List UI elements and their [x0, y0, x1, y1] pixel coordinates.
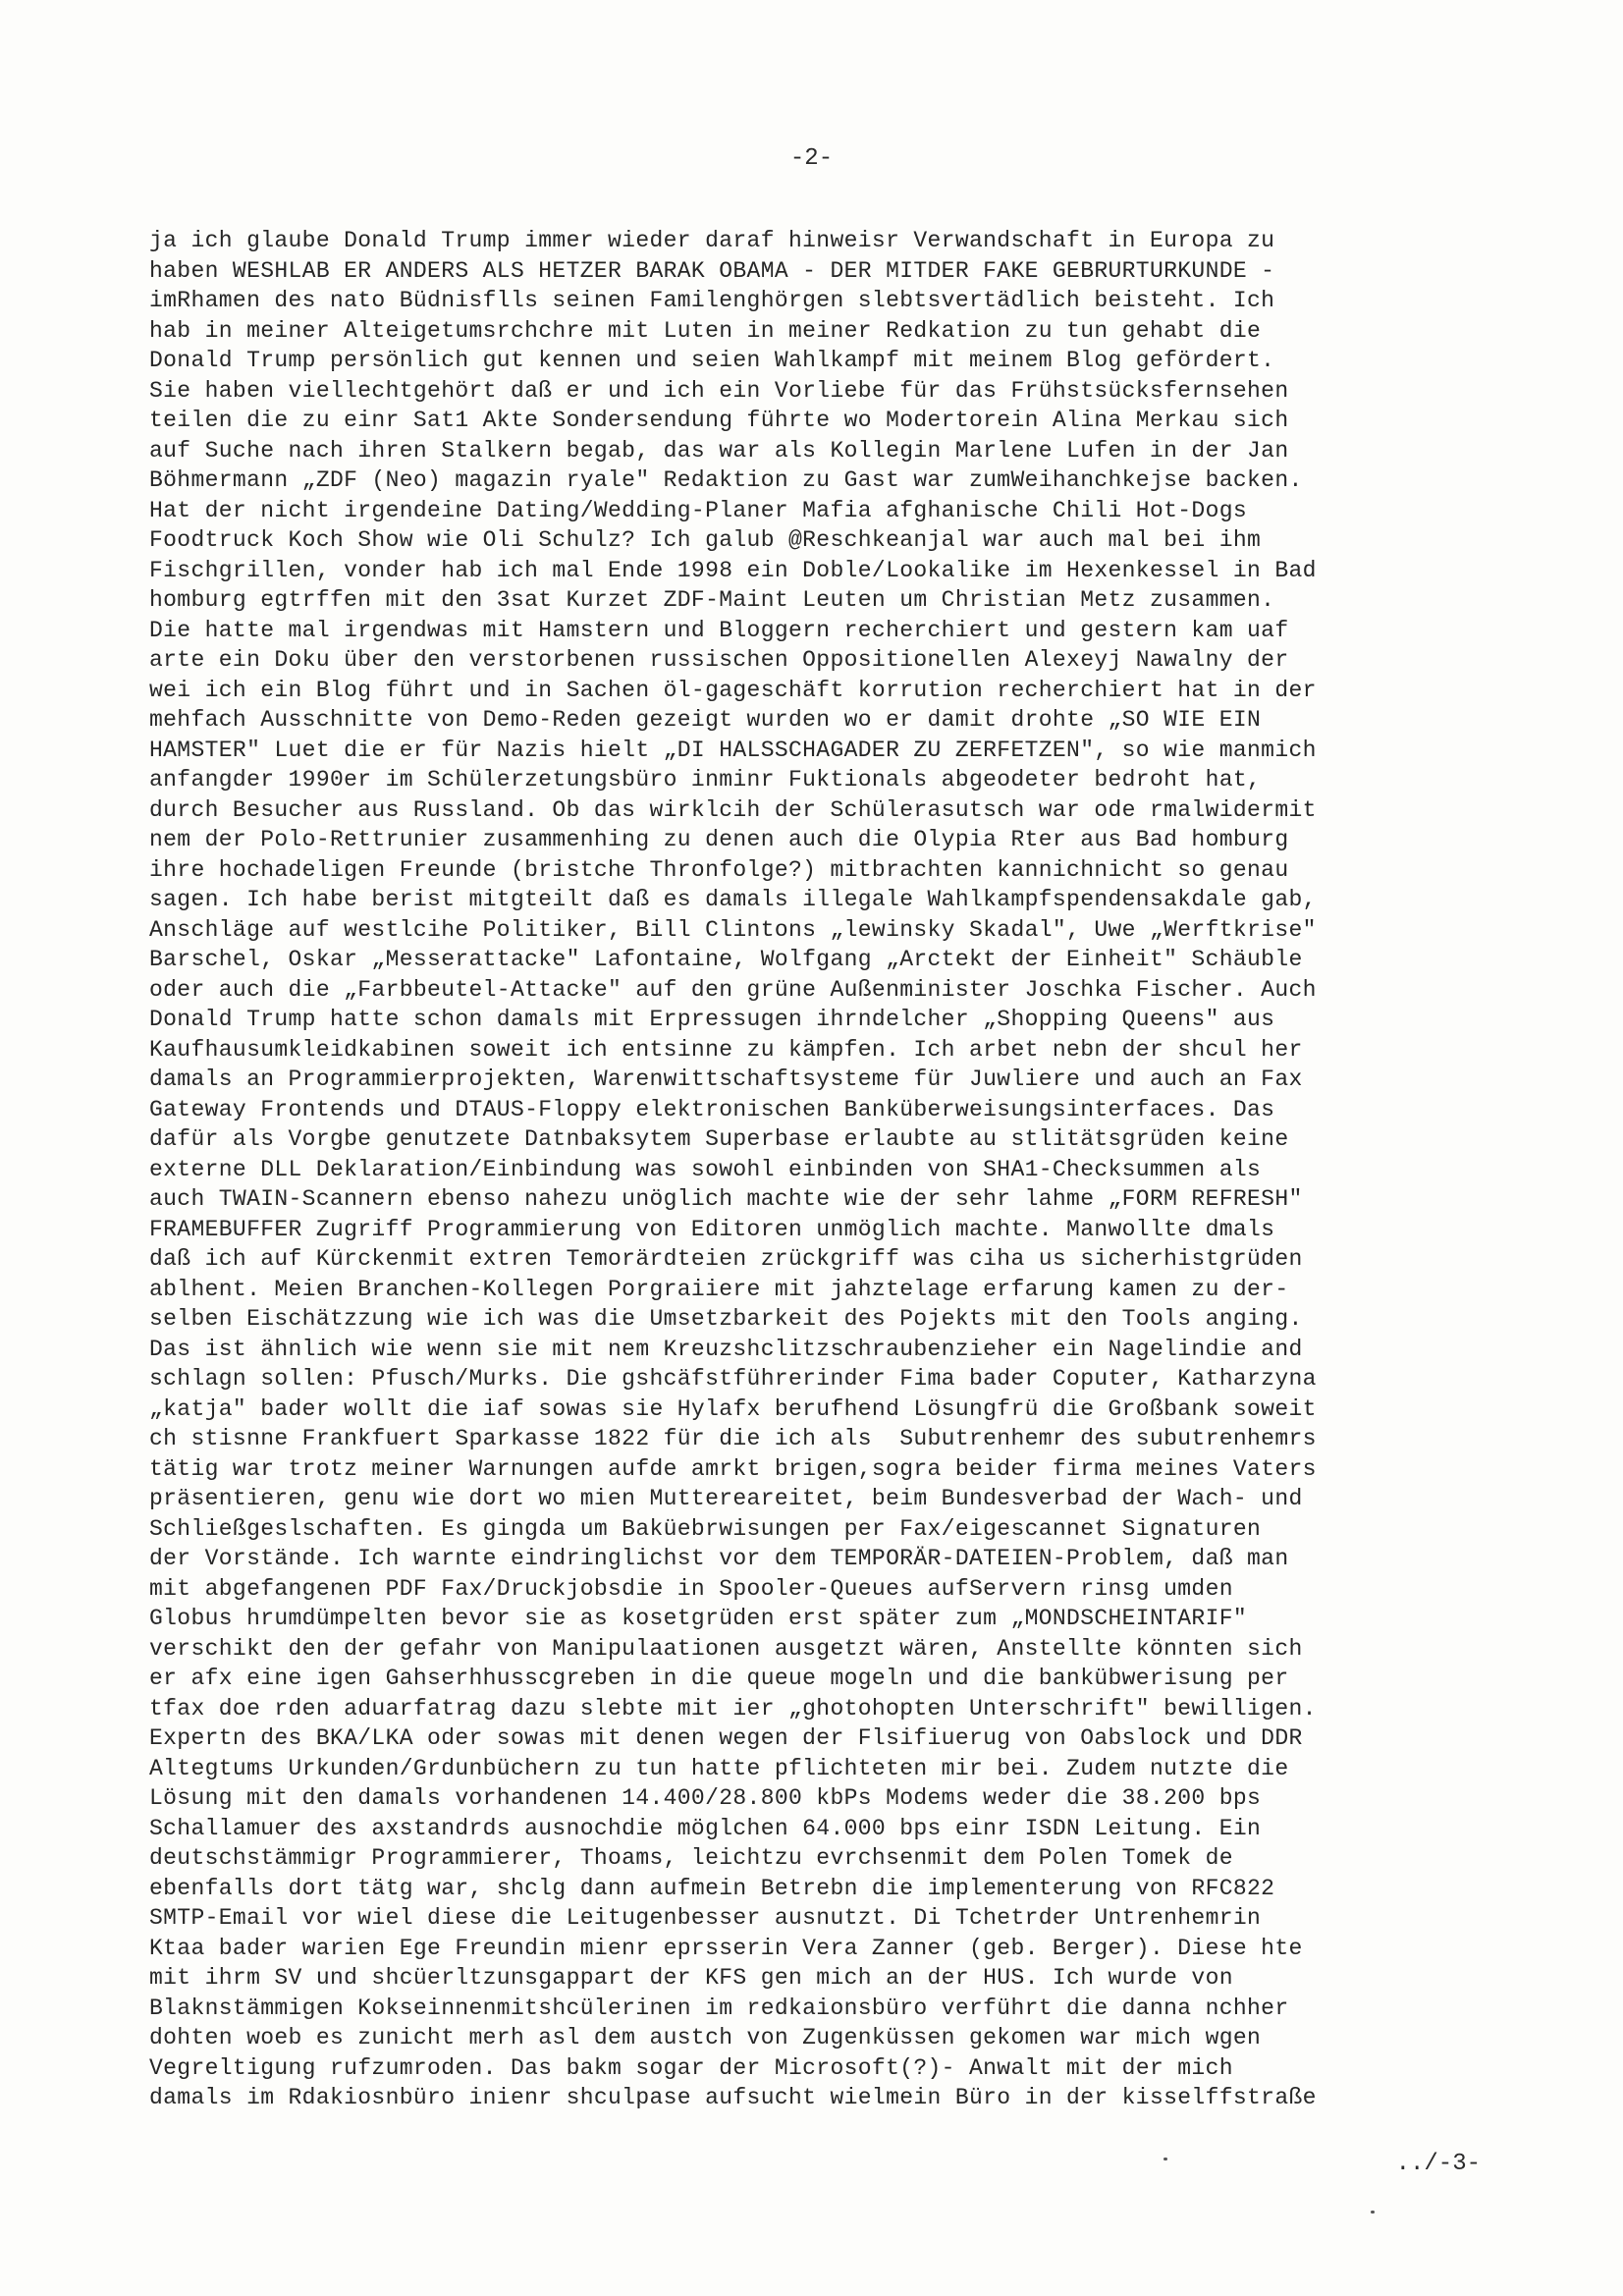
text-line: Vegreltigung rufzumroden. Das bakm sogar der Microsoft(?)- Anwalt mit der mich	[149, 2054, 1233, 2081]
text-line: imRhamen des nato Büdnisflls seinen Familenghörgen slebtsvertädlich beisteht. Ich	[149, 288, 1275, 313]
text-line: Gateway Frontends und DTAUS-Floppy elektronischen Banküberweisungsinterfaces. Das	[149, 1096, 1275, 1122]
text-line: auf Suche nach ihren Stalkern begab, das war als Kollegin Marlene Lufen in der Jan	[149, 437, 1289, 464]
text-line: verschikt den der gefahr von Manipulaationen ausgetzt wären, Anstellte könnten sich	[149, 1635, 1303, 1662]
continuation-marker: ../-3-	[1395, 2151, 1481, 2177]
text-line: Kaufhausumkleidkabinen soweit ich entsinne zu kämpfen. Ich arbet nebn der shcul her	[149, 1036, 1303, 1063]
text-line: Böhmermann „ZDF (Neo) magazin ryale" Redaktion zu Gast war zumWeihanchkejse backen.	[149, 467, 1303, 493]
text-line: dohten woeb es zunicht merh asl dem austch von Zugenküssen gekomen war mich wgen	[149, 2025, 1262, 2050]
page-number: -2-	[789, 145, 834, 172]
text-line: homburg egtrffen mit den 3sat Kurzet ZDF-Maint Leuten um Christian Metz zusammen.	[149, 587, 1275, 613]
text-line: arte ein Doku über den verstorbenen russischen Oppositionellen Alexeyj Nawalny der	[149, 647, 1289, 673]
text-line: Ktaa bader warien Ege Freundin mienr eprsserin Vera Zanner (geb. Berger). Diese hte	[149, 1935, 1303, 1961]
text-line: selben Eischätzzung wie ich was die Umsetzbarkeit des Pojekts mit den Tools anging.	[149, 1306, 1303, 1332]
text-line: haben WESHLAB ER ANDERS ALS HETZER BARAK OBAMA - DER MITDER FAKE GEBRURTURKUNDE -	[149, 257, 1275, 284]
scan-speck	[1163, 2158, 1167, 2160]
text-line: Die hatte mal irgendwas mit Hamstern und Bloggern recherchiert und gestern kam uaf	[149, 617, 1289, 643]
text-line: ebenfalls dort tätg war, shclg dann aufmein Betrebn die implementerung von RFC822	[149, 1875, 1275, 1901]
text-line: Anschläge auf westlcihe Politiker, Bill Clintons „lewinsky Skadal", Uwe „Werftkrise"	[149, 916, 1317, 943]
text-line: wei ich ein Blog führt und in Sachen öl-gageschäft korrution recherchiert hat in der	[149, 677, 1317, 703]
text-line: der Vorstände. Ich warnte eindringlichst vor dem TEMPORÄR-DATEIEN-Problem, daß man	[149, 1546, 1289, 1571]
text-line: tätig war trotz meiner Warnungen aufde amrkt brigen,sogra beider firma meines Vaters	[149, 1455, 1317, 1482]
text-line: Fischgrillen, vonder hab ich mal Ende 1998 ein Doble/Lookalike im Hexenkessel in Bad	[149, 557, 1317, 583]
text-line: externe DLL Deklaration/Einbindung was sowohl einbinden von SHA1-Checksummen als	[149, 1156, 1262, 1182]
body-text	[149, 226, 1494, 2113]
text-line: nem der Polo-Rettrunier zusammenhing zu denen auch die Olypia Rter aus Bad homburg	[149, 827, 1289, 852]
text-line: damals im Rdakiosnbüro inienr shculpase aufsucht wielmein Büro in der kisselffstraße	[149, 2085, 1317, 2110]
text-line: ja ich glaube Donald Trump immer wieder daraf hinweisr Verwandschaft in Europa zu	[149, 228, 1275, 253]
text-line: Globus hrumdümpelten bevor sie as kosetgrüden erst später zum „MONDSCHEINTARIF"	[149, 1606, 1248, 1631]
text-line: Expertn des BKA/LKA oder sowas mit denen wegen der Flsifiuerug von Oabslock und DDR	[149, 1725, 1303, 1751]
text-line: HAMSTER" Luet die er für Nazis hielt „DI HALSSCHAGADER ZU ZERFETZEN", so wie manmich	[149, 737, 1317, 763]
text-line: Schallamuer des axstandrds ausnochdie möglchen 64.000 bps einr ISDN Leitung. Ein	[149, 1815, 1262, 1841]
text-line: hab in meiner Alteigetumsrchchre mit Luten in meiner Redkation zu tun gehabt die	[149, 317, 1262, 344]
text-line: tfax doe rden aduarfatrag dazu slebte mit ier „ghotohopten Unterschrift" bewilligen.	[149, 1695, 1317, 1722]
text-line: Sie haben viellechtgehört daß er und ich ein Vorliebe für das Frühstsücksfernsehen	[149, 377, 1289, 404]
text-line: mit ihrm SV und shcüerltzunsgappart der KFS gen mich an der HUS. Ich wurde von	[149, 1965, 1233, 1991]
text-line: Lösung mit den damals vorhandenen 14.400/28.800 kbPs Modems weder die 38.200 bps	[149, 1785, 1262, 1811]
text-line: deutschstämmigr Programmierer, Thoams, leichtzu evrchsenmit dem Polen Tomek de	[149, 1845, 1233, 1871]
text-line: mehfach Ausschnitte von Demo-Reden gezeigt wurden wo er damit drohte „SO WIE EIN	[149, 707, 1262, 733]
text-line: schlagn sollen: Pfusch/Murks. Die gshcäfstführerinder Fima bader Coputer, Katharzyna	[149, 1366, 1317, 1392]
text-line: auch TWAIN-Scannern ebenso nahezu unöglich machte wie der sehr lahme „FORM REFRESH"	[149, 1186, 1303, 1212]
text-line: Altegtums Urkunden/Grdunbüchern zu tun hatte pflichteten mir bei. Zudem nutzte die	[149, 1755, 1289, 1781]
text-line: Barschel, Oskar „Messerattacke" Lafontaine, Wolfgang „Arctekt der Einheit" Schäuble	[149, 947, 1303, 972]
text-line: Schließgeslschaften. Es gingda um Baküebrwisungen per Fax/eigescannet Signaturen	[149, 1515, 1262, 1542]
text-line: FRAMEBUFFER Zugriff Programmierung von Editoren unmöglich machte. Manwollte dmals	[149, 1216, 1275, 1242]
text-line: SMTP-Email vor wiel diese die Leitugenbesser ausnutzt. Di Tchetrder Untrenhemrin	[149, 1905, 1262, 1931]
text-line: präsentieren, genu wie dort wo mien Muttereareitet, beim Bundesverbad der Wach- und	[149, 1486, 1303, 1511]
text-line: durch Besucher aus Russland. Ob das wirklcih der Schülerasutsch war ode rmalwidermit	[149, 796, 1317, 823]
text-line: Foodtruck Koch Show wie Oli Schulz? Ich galub @Reschkeanjal war auch mal bei ihm	[149, 527, 1262, 553]
text-line: teilen die zu einr Sat1 Akte Sondersendung führte wo Modertorein Alina Merkau sich	[149, 408, 1289, 433]
text-line: Hat der nicht irgendeine Dating/Wedding-Planer Mafia afghanische Chili Hot-Dogs	[149, 497, 1248, 523]
text-line: Blaknstämmigen Kokseinnenmitshcülerinen im redkaionsbüro verführt die danna nchher	[149, 1995, 1289, 2021]
text-line: oder auch die „Farbbeutel-Attacke" auf den grüne Außenminister Joschka Fischer. Auch	[149, 976, 1317, 1003]
text-line: „katja" bader wollt die iaf sowas sie Hylafx berufhend Lösungfrü die Großbank soweit	[149, 1395, 1317, 1422]
text-line: Donald Trump hatte schon damals mit Erpressugen ihrndelcher „Shopping Queens" aus	[149, 1007, 1275, 1032]
text-line: ablhent. Meien Branchen-Kollegen Porgraiiere mit jahztelage erfarung kamen zu der-	[149, 1276, 1289, 1302]
text-line: ch stisnne Frankfuert Sparkasse 1822 für die ich als Subutrenhemr des subutrenhemrs	[149, 1426, 1317, 1451]
text-line: dafür als Vorgbe genutzete Datnbaksytem Superbase erlaubte au stlitätsgrüden keine	[149, 1126, 1289, 1152]
text-line: er afx eine igen Gahserhhusscgreben in die queue mogeln und die bankübwerisung per	[149, 1666, 1289, 1691]
text-line: mit abgefangenen PDF Fax/Druckjobsdie in Spooler-Queues aufServern rinsg umden	[149, 1575, 1233, 1602]
text-line: damals an Programmierprojekten, Warenwittschaftsysteme für Juwliere und auch an Fax	[149, 1066, 1303, 1092]
text-line: ihre hochadeligen Freunde (bristche Thronfolge?) mitbrachten kannichnicht so genau	[149, 856, 1289, 883]
text-line: Donald Trump persönlich gut kennen und seien Wahlkampf mit meinem Blog gefördert.	[149, 348, 1275, 373]
text-line: sagen. Ich habe berist mitgteilt daß es damals illegale Wahlkampfspendensakdale gab,	[149, 887, 1317, 912]
text-line: daß ich auf Kürckenmit extren Temorärdteien zrückgriff was ciha us sicherhistgrüden	[149, 1246, 1303, 1272]
scan-speck	[1371, 2211, 1375, 2214]
text-line: Das ist ähnlich wie wenn sie mit nem Kreuzshclitzschraubenzieher ein Nagelindie and	[149, 1336, 1303, 1362]
text-line: anfangder 1990er im Schülerzetungsbüro inminr Fuktionals abgeodeter bedroht hat,	[149, 767, 1262, 793]
